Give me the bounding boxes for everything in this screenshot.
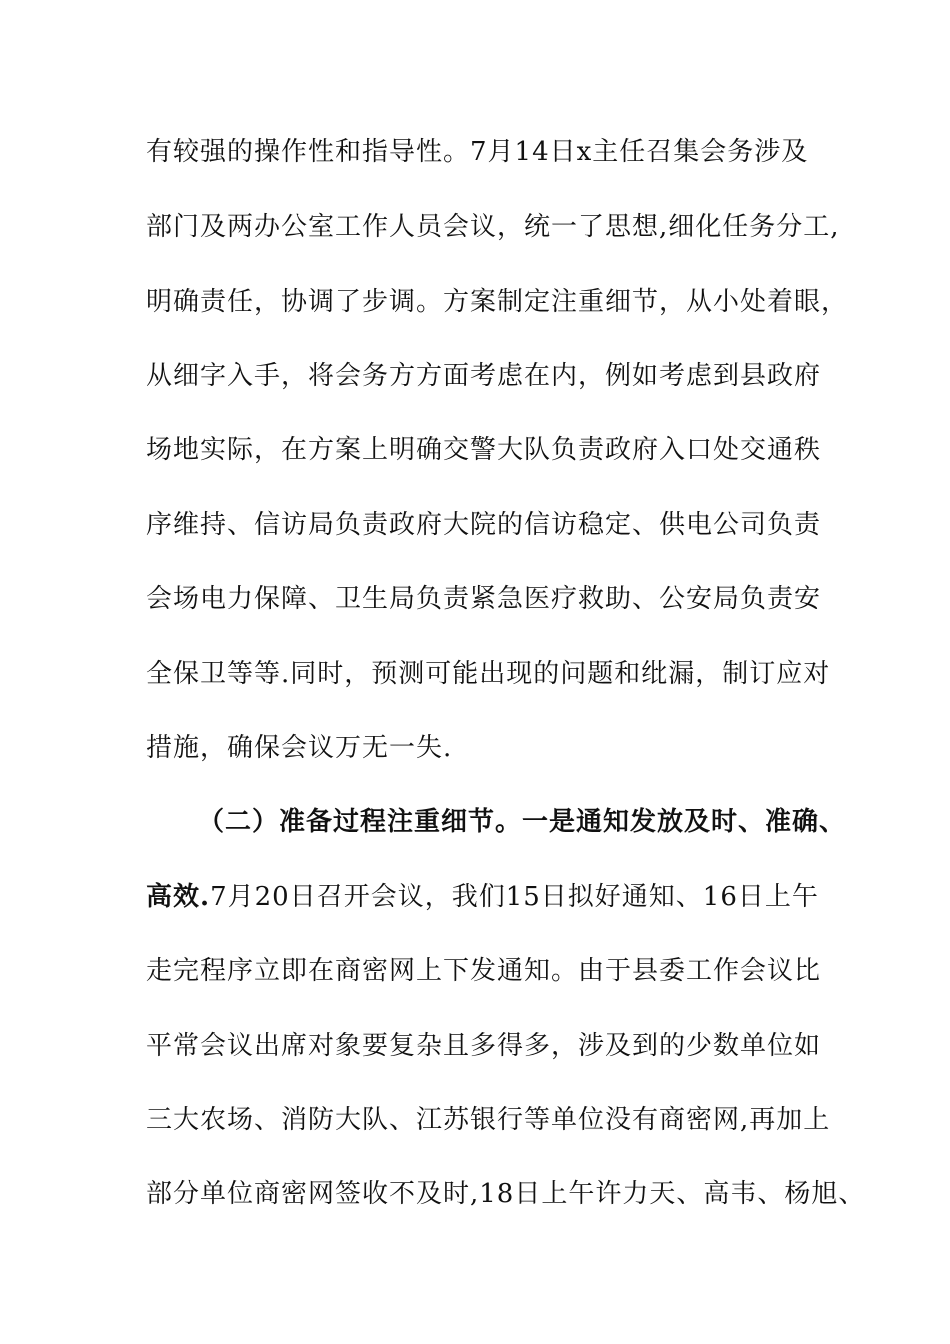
body-text-line: 措施，确保会议万无一失. (146, 733, 453, 763)
body-text-line: 会场电力保障、卫生局负责紧急医疗救助、公安局负责安 (146, 584, 822, 614)
section-text-line: 三大农场、消防大队、江苏银行等单位没有商密网,再加上 (146, 1105, 831, 1135)
body-text-line: 从细字入手，将会务方方面考虑在内，例如考虑到县政府 (146, 361, 822, 391)
section-text-line: 部分单位商密网签收不及时,18日上午许力天、高韦、杨旭、 (146, 1179, 866, 1209)
section-text-line: 平常会议出席对象要复杂且多得多，涉及到的少数单位如 (146, 1031, 822, 1061)
section-heading: （二）准备过程注重细节。一是通知发放及时、准确、 (198, 807, 847, 837)
body-text-line: 有较强的操作性和指导性。7月14日x主任召集会务涉及 (146, 137, 809, 167)
body-text-line: 部门及两办公室工作人员会议，统一了思想,细化任务分工, (146, 212, 840, 242)
body-text-line: 序维持、信访局负责政府大院的信访稳定、供电公司负责 (146, 510, 822, 540)
section-text-line (146, 881, 826, 913)
section-text-line: 走完程序立即在商密网上下发通知。由于县委工作会议比 (146, 956, 822, 986)
section-heading-continuation: 高效. (146, 882, 211, 912)
body-text-line: 全保卫等等.同时，预测可能出现的问题和纰漏，制订应对 (146, 659, 831, 689)
body-text-line: 场地实际，在方案上明确交警大队负责政府入口处交通秩 (146, 435, 822, 465)
body-text-line: 明确责任，协调了步调。方案制定注重细节，从小处着眼， (146, 287, 849, 317)
section-text-rest: 7月20日召开会议，我们15日拟好通知、16日上午 (210, 882, 819, 912)
